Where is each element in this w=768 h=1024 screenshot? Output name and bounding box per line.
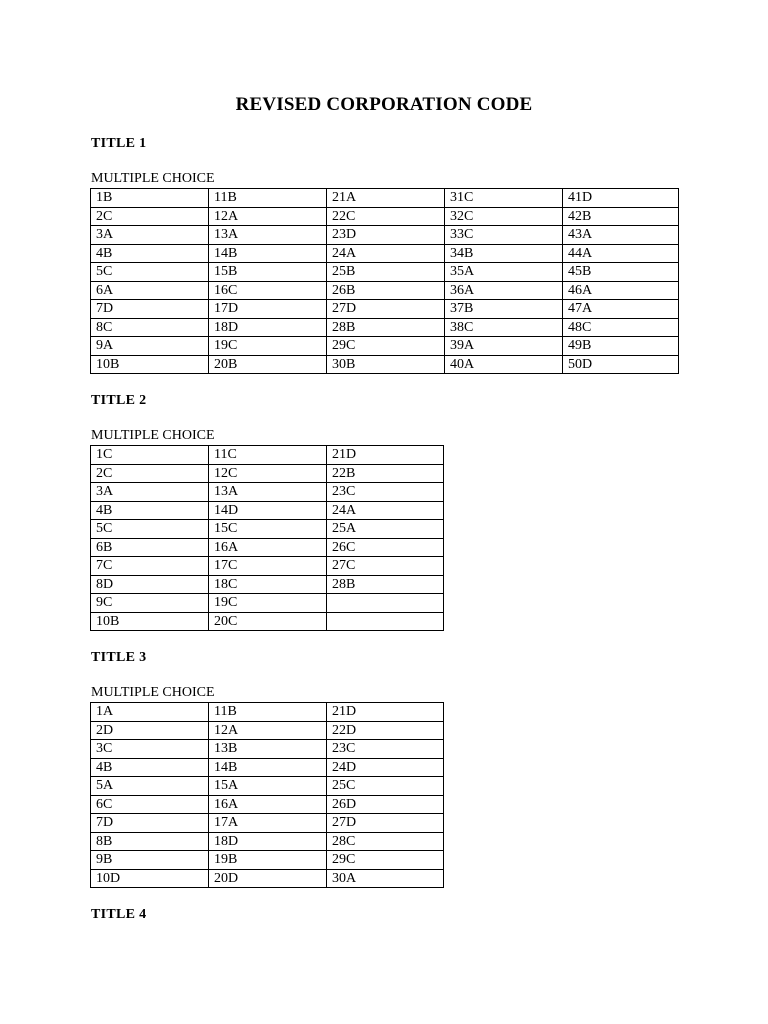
answer-cell: 25A <box>327 520 444 539</box>
multiple-choice-label-1: MULTIPLE CHOICE <box>91 171 215 186</box>
answer-cell: 30A <box>327 869 444 888</box>
answer-cell: 1B <box>91 189 209 208</box>
answer-cell: 6A <box>91 281 209 300</box>
table-row <box>91 226 679 245</box>
section-title-4: TITLE 4 <box>91 907 147 922</box>
answer-cell: 5C <box>91 520 209 539</box>
answer-cell: 48C <box>563 318 679 337</box>
answer-cell: 2D <box>91 721 209 740</box>
answer-cell: 20D <box>209 869 327 888</box>
answer-cell: 28B <box>327 318 445 337</box>
section-title-3: TITLE 3 <box>91 650 147 665</box>
answer-cell: 15B <box>209 263 327 282</box>
answer-cell: 22D <box>327 721 444 740</box>
answer-cell: 6C <box>91 795 209 814</box>
answer-cell: 28C <box>327 832 444 851</box>
answer-cell: 22B <box>327 464 444 483</box>
answer-cell: 29C <box>327 851 444 870</box>
answer-cell: 30B <box>327 355 445 374</box>
answer-cell: 9A <box>91 337 209 356</box>
answer-cell: 45B <box>563 263 679 282</box>
answer-cell: 42B <box>563 207 679 226</box>
answer-cell: 5A <box>91 777 209 796</box>
table-row <box>91 869 444 888</box>
answer-cell: 38C <box>445 318 563 337</box>
answer-cell: 4B <box>91 758 209 777</box>
answer-cell: 36A <box>445 281 563 300</box>
answer-cell: 37B <box>445 300 563 319</box>
table-row <box>91 189 679 208</box>
table-row <box>91 851 444 870</box>
answer-cell: 46A <box>563 281 679 300</box>
answer-cell: 14D <box>209 501 327 520</box>
answer-cell: 26D <box>327 795 444 814</box>
table-row <box>91 300 679 319</box>
answer-cell: 8B <box>91 832 209 851</box>
answer-cell: 12A <box>209 721 327 740</box>
answer-cell: 23C <box>327 740 444 759</box>
answer-cell: 11C <box>209 446 327 465</box>
table-row <box>91 832 444 851</box>
answer-cell: 25B <box>327 263 445 282</box>
answer-table-2 <box>90 445 444 631</box>
answer-cell: 4B <box>91 244 209 263</box>
answer-cell: 11B <box>209 189 327 208</box>
table-row <box>91 501 444 520</box>
table-row <box>91 703 444 722</box>
table-row <box>91 446 444 465</box>
answer-cell: 2C <box>91 207 209 226</box>
table-row <box>91 777 444 796</box>
answer-cell: 44A <box>563 244 679 263</box>
answer-cell: 32C <box>445 207 563 226</box>
answer-cell: 50D <box>563 355 679 374</box>
answer-cell: 15A <box>209 777 327 796</box>
answer-cell: 16A <box>209 795 327 814</box>
table-row <box>91 557 444 576</box>
answer-cell: 27C <box>327 557 444 576</box>
table-row <box>91 721 444 740</box>
answer-cell: 31C <box>445 189 563 208</box>
answer-cell: 14B <box>209 758 327 777</box>
answer-cell: 20C <box>209 612 327 631</box>
answer-cell: 3A <box>91 226 209 245</box>
answer-cell: 15C <box>209 520 327 539</box>
table-row <box>91 355 679 374</box>
table-row <box>91 244 679 263</box>
answer-cell: 19C <box>209 337 327 356</box>
answer-cell: 10B <box>91 355 209 374</box>
answer-cell: 4B <box>91 501 209 520</box>
answer-cell: 7D <box>91 300 209 319</box>
answer-cell: 9B <box>91 851 209 870</box>
answer-cell: 17D <box>209 300 327 319</box>
answer-cell: 8D <box>91 575 209 594</box>
answer-cell: 24A <box>327 244 445 263</box>
answer-cell: 18C <box>209 575 327 594</box>
answer-cell: 49B <box>563 337 679 356</box>
answer-cell: 3C <box>91 740 209 759</box>
answer-cell: 3A <box>91 483 209 502</box>
answer-cell: 6B <box>91 538 209 557</box>
answer-cell: 1A <box>91 703 209 722</box>
answer-cell: 34B <box>445 244 563 263</box>
answer-cell <box>327 612 444 631</box>
answer-cell: 9C <box>91 594 209 613</box>
answer-table-3 <box>90 702 444 888</box>
table-row <box>91 814 444 833</box>
answer-cell: 10D <box>91 869 209 888</box>
answer-cell: 12A <box>209 207 327 226</box>
answer-cell: 13B <box>209 740 327 759</box>
answer-cell: 23C <box>327 483 444 502</box>
answer-cell: 39A <box>445 337 563 356</box>
multiple-choice-label-2: MULTIPLE CHOICE <box>91 428 215 443</box>
answer-cell: 19C <box>209 594 327 613</box>
section-title-2: TITLE 2 <box>91 393 147 408</box>
multiple-choice-label-3: MULTIPLE CHOICE <box>91 685 215 700</box>
answer-cell: 24A <box>327 501 444 520</box>
answer-cell: 11B <box>209 703 327 722</box>
table-row <box>91 538 444 557</box>
table-row <box>91 281 679 300</box>
table-row <box>91 575 444 594</box>
answer-cell: 20B <box>209 355 327 374</box>
answer-cell: 23D <box>327 226 445 245</box>
table-row <box>91 483 444 502</box>
answer-cell: 18D <box>209 832 327 851</box>
table-row <box>91 795 444 814</box>
answer-cell: 7C <box>91 557 209 576</box>
answer-cell: 27D <box>327 814 444 833</box>
answer-cell: 1C <box>91 446 209 465</box>
document-title: REVISED CORPORATION CODE <box>235 94 533 115</box>
table-row <box>91 594 444 613</box>
answer-cell: 21A <box>327 189 445 208</box>
answer-cell: 22C <box>327 207 445 226</box>
answer-cell: 26B <box>327 281 445 300</box>
table-row <box>91 207 679 226</box>
table-row <box>91 758 444 777</box>
answer-cell: 27D <box>327 300 445 319</box>
table-row <box>91 612 444 631</box>
table-row <box>91 464 444 483</box>
answer-cell: 33C <box>445 226 563 245</box>
answer-cell: 47A <box>563 300 679 319</box>
table-row <box>91 520 444 539</box>
answer-cell: 17A <box>209 814 327 833</box>
answer-cell: 13A <box>209 483 327 502</box>
answer-cell: 16A <box>209 538 327 557</box>
answer-cell: 7D <box>91 814 209 833</box>
answer-cell: 18D <box>209 318 327 337</box>
answer-cell: 25C <box>327 777 444 796</box>
answer-cell: 35A <box>445 263 563 282</box>
answer-cell: 17C <box>209 557 327 576</box>
answer-cell: 21D <box>327 446 444 465</box>
answer-cell: 12C <box>209 464 327 483</box>
answer-cell: 5C <box>91 263 209 282</box>
answer-cell: 14B <box>209 244 327 263</box>
answer-cell: 21D <box>327 703 444 722</box>
section-title-1: TITLE 1 <box>91 136 147 151</box>
answer-cell: 10B <box>91 612 209 631</box>
answer-table-1 <box>90 188 679 374</box>
answer-cell: 24D <box>327 758 444 777</box>
answer-cell: 43A <box>563 226 679 245</box>
answer-cell: 41D <box>563 189 679 208</box>
answer-cell: 40A <box>445 355 563 374</box>
table-row <box>91 263 679 282</box>
answer-cell: 16C <box>209 281 327 300</box>
answer-cell: 19B <box>209 851 327 870</box>
answer-cell: 13A <box>209 226 327 245</box>
answer-cell: 29C <box>327 337 445 356</box>
answer-cell: 2C <box>91 464 209 483</box>
answer-cell <box>327 594 444 613</box>
table-row <box>91 318 679 337</box>
table-row <box>91 740 444 759</box>
table-row <box>91 337 679 356</box>
answer-cell: 8C <box>91 318 209 337</box>
answer-cell: 26C <box>327 538 444 557</box>
answer-cell: 28B <box>327 575 444 594</box>
